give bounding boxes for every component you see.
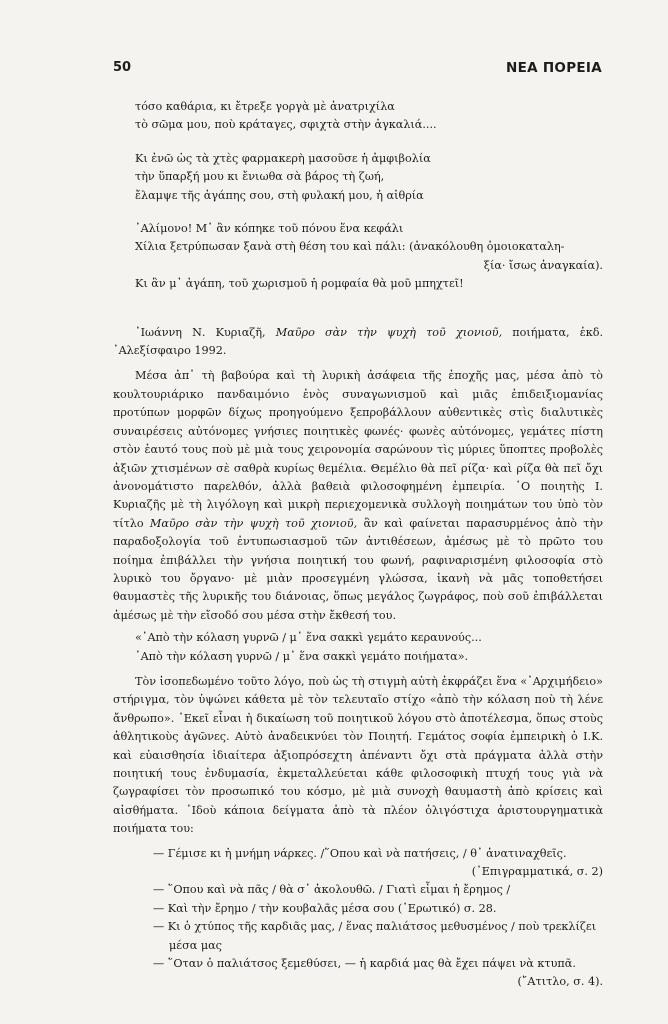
poem-line: Κι ἂν μ᾿ ἀγάπη, τοῦ χωρισμοῦ ἡ ρομφαία θὰ μοῦ μπηχτεῖ!: [135, 277, 464, 291]
excerpt-item: — Γέμισε κι ἡ μνήμη νάρκες. /῞Οπου καὶ νὰ πατήσεις, / θ᾿ ἀνατιναχθεῖς.: [153, 846, 567, 860]
poem-line: Κι ἐνῶ ὡς τὰ χτὲς φαρμακερὴ μασοῦσε ἡ ἀμφιβολία: [135, 151, 431, 165]
excerpt-continuation: μέσα μας: [169, 938, 222, 952]
excerpt-source: (᾿Επιγραμματικά, σ. 2): [471, 865, 603, 879]
review-paragraph: [113, 367, 603, 625]
book-title-inline: Μαῦρο σὰν τὴν ψυχὴ τοῦ χιονιοῦ,: [149, 516, 358, 530]
page-number: 50: [113, 60, 132, 75]
paragraph-text: ἂν καὶ φαίνεται παρασυρμένος ἀπὸ τὴν παραδοξολογία τοῦ ἐντυπωσιασμοῦ τῶν ἀντιθέσεων, ἀμέσως μὲ τὸ πρῶτο του ποίημα ἐπιβάλλει τὴν γνήσια ποιητική του φωνή, ραφιναρισμένη φιλοσοφία στὸ λυρικὸ του ὄργανο· μὲ μιὰν προσεγμένη γλώσσα, ἱκανὴ νὰ μᾶς τοποθετήσει θαυμαστὲς τῆς λυρικῆς του διάνοιας, ὅπως μεγάλος ζωγράφος, ποὺ σοῦ ἐπιβάλλεται ἀμέσως μὲ τὴν εἴσοδό σου μέσα στὴν ἔκθεσή του.: [113, 516, 603, 622]
review-paragraph: Τὸν ἰσοπεδωμένο τοῦτο λόγο, ποὺ ὡς τὴ στιγμὴ αὐτὴ ἐκφράζει ἕνα «᾿Αρχιμήδειο» στήριγμα, τὸν ὑψώνει κάθετα μὲ τὸν τελευταῖο στίχο «ἀπὸ τὴν κόλαση ποὺ τὴ λένε ἄνθρωπο». ᾿Εκεῖ εἶναι ἡ δικαίωση τοῦ ποιητικοῦ λόγου στὸ ἀποτέλεσμα, ὅπως στοὺς ἀθλητικοὺς ἀγῶνες. Αὐτὸ ἀναδεικνύει τὸν Ποιητή. Γεμάτος σοφία ἐμπειρικὴ ὁ Ι.Κ. καὶ εὐαισθησία ἰδιαίτερα ἀξιοπρόσεχτη ἀπέναντι ὄχι στὰ πράγματα ἀλλὰ στὴν ποιητική τους ἐνδυμασία, ἐκμεταλλεύεται κάθε φιλοσοφικὴ πτυχή τους γιὰ νὰ ζωγραφίσει τὸν προσωπικό του κόσμο, μὲ μιὰ συνοχὴ θαυμαστὴ ἀπὸ κρίσεις καὶ αἰσθήματα. ᾿Ιδοὺ κάποια δείγματα ἀπὸ τὰ πλέον ὀλιγόστιχα ἀριστουργηματικὰ ποιήματα του:: [113, 674, 603, 836]
quoted-verse: [135, 629, 603, 666]
excerpt-item: — ῞Οπου καὶ νὰ πᾶς / θὰ σ᾿ ἀκολουθῶ. / Γιατὶ εἶμαι ἡ ἔρημος /: [153, 883, 511, 897]
quote-line: «᾿Απὸ τὴν κόλαση γυρνῶ / μ᾿ ἕνα σακκὶ γεμάτο κεραυνούς...: [135, 631, 482, 645]
poem-line: ᾿Αλίμονο! Μ᾿ ἂν κόπηκε τοῦ πόνου ἕνα κεφάλι: [135, 222, 404, 236]
quote-line: ᾿Απὸ τὴν κόλαση γυρνῶ / μ᾿ ἕνα σακκὶ γεμάτο ποιήματα».: [135, 649, 469, 663]
excerpt-item: — Καὶ τὴν ἔρημο / τὴν κουβαλᾶς μέσα σου (᾿Ερωτικό) σ. 28.: [153, 901, 497, 915]
poem-line: τόσο καθάρια, κι ἔτρεξε γοργὰ μὲ ἀνατριχίλα: [135, 100, 395, 113]
excerpt-list: [153, 845, 603, 992]
poem-line: τὸ σῶμα μου, ποὺ κράταγες, σφιχτὰ στὴν ἀγκαλιά....: [135, 118, 437, 132]
poem-excerpt: [135, 98, 603, 294]
citation-publisher: ποιήματα, ἐκδ. ᾿Αλεξίσφαιρο 1992.: [113, 325, 604, 358]
excerpt-source: (῎Ατιτλο, σ. 4).: [517, 975, 603, 989]
paragraph-text: Μέσα ἀπ᾿ τὴ βαβούρα καὶ τὴ λυρικὴ ἀσάφεια τῆς ἐποχῆς μας, μέσα ἀπὸ τὸ κουλτουριάρικο πανδαιμόνιο ἑνὸς συναγωνισμοῦ καὶ μιᾶς ἐπιδειξιομανίας προτύπων μορφῶν δίχως προηγούμενο ξεπροβάλλουν αὐθεντικὲς στὶς διαλυτικὲς συναιρέσεις αὐτόνομες γνήσιες ποιητικὲς φωνές· φωνὲς αὐτόνομες, γεμάτες πίστη στὸν ἑαυτό τους ποὺ μὲ μιὰ τους χειρονομία σαρώνουν τὶς μύριες ὕποπτες προβολὲς ἀξιῶν χτισμένων σὲ σαθρὰ κυρίως θεμέλια. Θεμέλιο θὰ πεῖ ρίζα· καὶ ρίζα θὰ πεῖ ὄχι ἀνονομάτιστο παρελθόν, ἀλλὰ βαθειὰ φιλοσοφημένη ἐμπειρία. ῾Ο ποιητὴς Ι. Κυριαζῆς μὲ τὴ λιγόλογη καὶ μικρὴ περιεχομενικὰ συλλογὴ ποιημάτων του ὑπὸ τὸν τίτλο: [113, 369, 603, 530]
page-body: [113, 98, 603, 992]
poem-line-continuation: ξία· ἴσως ἀναγκαία).: [483, 258, 603, 272]
citation-author: ᾿Ιωάννη Ν. Κυριαζῆ,: [135, 325, 276, 339]
excerpt-item: — Κι ὁ χτύπος τῆς καρδιᾶς μας, / ἕνας παλιάτσος μεθυσμένος / ποὺ τρεκλίζει: [153, 920, 597, 934]
journal-title: ΝΕΑ ΠΟΡΕΙΑ: [505, 60, 602, 76]
poem-line: Χίλια ξετρύπωσαν ξανὰ στὴ θέση του καὶ πάλι: (ἀνακόλουθη ὁμοιοκαταλη-: [135, 240, 565, 254]
poem-line: τὴν ὕπαρξή μου κι ἔνιωθα σὰ βάρος τὴ ζωή,: [135, 170, 385, 184]
poem-line: ἔλαμψε τῆς ἀγάπης σου, στὴ φυλακή μου, ἡ αἰθρία: [135, 188, 424, 202]
citation-title: Μαῦρο σὰν τὴν ψυχὴ τοῦ χιονιοῦ,: [275, 325, 503, 339]
book-citation: [113, 324, 603, 361]
excerpt-item: — ῞Οταν ὁ παλιάτσος ξεμεθύσει, — ἡ καρδιά μας θὰ ἔχει πάψει νὰ κτυπᾶ.: [153, 957, 576, 971]
